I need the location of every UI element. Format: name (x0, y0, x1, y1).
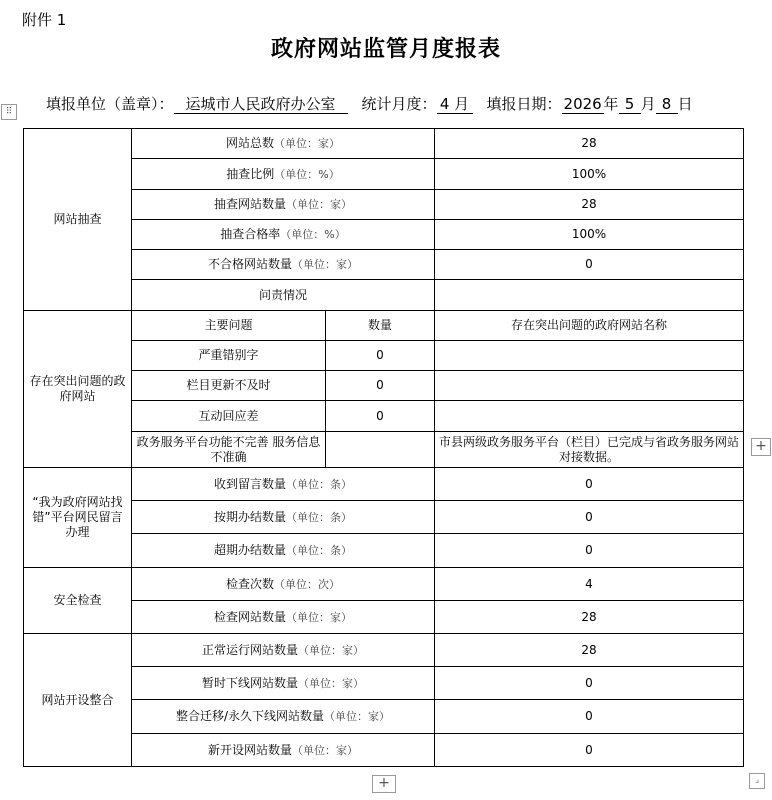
row-label: 收到留言数量（单位：条） (132, 468, 435, 501)
year-suffix: 年 (603, 95, 619, 113)
unit-label: 填报单位（盖章）： (46, 95, 174, 113)
table-row (24, 371, 744, 401)
table-row (24, 568, 744, 601)
date-day[interactable]: 8 (656, 95, 678, 114)
row-value[interactable]: 100% (435, 159, 744, 190)
row-value[interactable]: 0 (435, 250, 744, 280)
issue-label: 栏目更新不及时 (132, 371, 326, 401)
issue-label: 互动回应差 (132, 401, 326, 432)
issue-names[interactable] (435, 401, 744, 432)
row-label: 正常运行网站数量（单位：家） (132, 634, 435, 667)
table-row (24, 634, 744, 667)
row-label: 抽查比例（单位：%） (132, 159, 435, 190)
issue-count[interactable]: 0 (326, 371, 435, 401)
date-month[interactable]: 5 (619, 95, 641, 114)
row-label: 检查网站数量（单位：家） (132, 601, 435, 634)
table-row (24, 432, 744, 468)
table-move-handle-icon[interactable]: ⠿ (1, 104, 17, 120)
section-spot-check: 网站抽查 (24, 129, 132, 311)
section-messages: “我为政府网站找错”平台网民留言办理 (24, 468, 132, 568)
row-value[interactable]: 28 (435, 634, 744, 667)
issue-count[interactable] (326, 432, 435, 468)
table-row (24, 280, 744, 311)
table-row (24, 501, 744, 534)
table-row (24, 341, 744, 371)
col-header-names: 存在突出问题的政府网站名称 (435, 311, 744, 341)
row-label: 问责情况 (132, 280, 435, 311)
issue-names[interactable] (435, 371, 744, 401)
month-suffix: 月 (640, 95, 656, 113)
col-header-count: 数量 (326, 311, 435, 341)
issue-label: 政务服务平台功能不完善 服务信息不准确 (132, 432, 326, 468)
table-row (24, 700, 744, 734)
col-header-issue: 主要问题 (132, 311, 326, 341)
row-value[interactable]: 28 (435, 190, 744, 220)
section-problems: 存在突出问题的政府网站 (24, 311, 132, 468)
date-label: 填报日期： (486, 95, 562, 113)
table-row (24, 667, 744, 700)
row-value[interactable]: 100% (435, 220, 744, 250)
table-row (24, 250, 744, 280)
attachment-label: 附件 1 (22, 11, 67, 29)
row-value[interactable]: 0 (435, 501, 744, 534)
table-resize-icon[interactable]: ⌟ (749, 773, 765, 789)
row-label: 抽查网站数量（单位：家） (132, 190, 435, 220)
report-table (23, 128, 744, 767)
section-security: 安全检查 (24, 568, 132, 634)
row-label: 检查次数（单位：次） (132, 568, 435, 601)
table-row (24, 129, 744, 159)
issue-label: 严重错别字 (132, 341, 326, 371)
issue-count[interactable]: 0 (326, 341, 435, 371)
report-header (46, 93, 693, 114)
row-label: 暂时下线网站数量（单位：家） (132, 667, 435, 700)
row-label: 抽查合格率（单位：%） (132, 220, 435, 250)
month-value[interactable]: 4 月 (437, 95, 473, 114)
row-value[interactable]: 0 (435, 734, 744, 767)
date-year[interactable]: 2026 (563, 95, 602, 113)
table-row (24, 311, 744, 341)
row-value[interactable]: 4 (435, 568, 744, 601)
table-row (24, 601, 744, 634)
issue-count[interactable]: 0 (326, 401, 435, 432)
row-value[interactable]: 0 (435, 534, 744, 568)
month-label: 统计月度： (361, 95, 437, 113)
row-value[interactable]: 28 (435, 601, 744, 634)
row-value[interactable]: 0 (435, 468, 744, 501)
row-label: 新开设网站数量（单位：家） (132, 734, 435, 767)
row-value[interactable] (435, 280, 744, 311)
add-row-icon[interactable]: + (372, 775, 396, 793)
row-label: 不合格网站数量（单位：家） (132, 250, 435, 280)
row-value[interactable]: 0 (435, 667, 744, 700)
table-row (24, 468, 744, 501)
table-row (24, 220, 744, 250)
table-row (24, 534, 744, 568)
unit-value[interactable]: 运城市人民政府办公室 (174, 95, 348, 114)
row-label: 超期办结数量（单位：条） (132, 534, 435, 568)
row-label: 整合迁移/永久下线网站数量（单位：家） (132, 700, 435, 734)
table-row (24, 159, 744, 190)
row-value[interactable]: 28 (435, 129, 744, 159)
page-title: 政府网站监管月度报表 (270, 36, 501, 62)
table-row (24, 734, 744, 767)
row-label: 按期办结数量（单位：条） (132, 501, 435, 534)
issue-names[interactable]: 市县两级政务服务平台（栏目）已完成与省政务服务网站对接数据。 (435, 432, 744, 468)
table-row (24, 401, 744, 432)
add-column-icon[interactable]: + (751, 438, 771, 456)
row-value[interactable]: 0 (435, 700, 744, 734)
table-row (24, 190, 744, 220)
day-suffix: 日 (677, 95, 693, 113)
issue-names[interactable] (435, 341, 744, 371)
row-label: 网站总数（单位：家） (132, 129, 435, 159)
section-integration: 网站开设整合 (24, 634, 132, 767)
